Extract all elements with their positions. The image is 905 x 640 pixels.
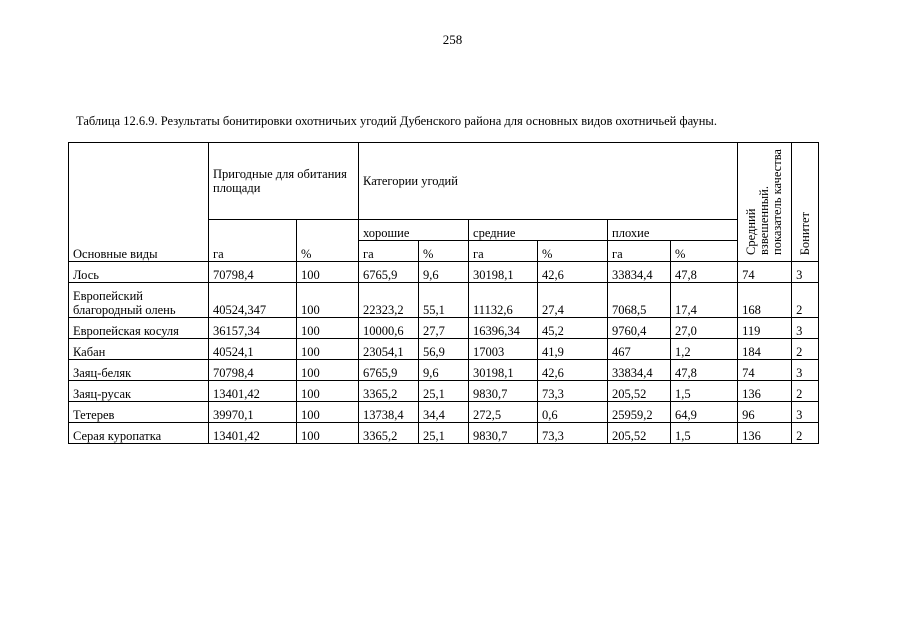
cell-bonitet: 3 [792,402,819,423]
cell-bad-pct: 1,5 [671,423,738,444]
header-quality [738,143,792,262]
header-species: Основные виды [69,143,209,262]
cell-area-pct: 100 [297,381,359,402]
cell-area-pct: 100 [297,402,359,423]
cell-species: Лось [69,262,209,283]
cell-area-pct: 100 [297,423,359,444]
cell-bad-pct: 1,2 [671,339,738,360]
cell-quality: 74 [738,360,792,381]
cell-medium-pct: 73,3 [538,423,608,444]
cell-bonitet: 3 [792,318,819,339]
cell-medium-ha: 16396,34 [469,318,538,339]
cell-species: Европейская косуля [69,318,209,339]
cell-area-ha: 39970,1 [209,402,297,423]
header-medium-pct: % [538,241,608,262]
cell-quality: 168 [738,283,792,318]
cell-bad-pct: 27,0 [671,318,738,339]
cell-medium-pct: 42,6 [538,262,608,283]
table-row [69,360,819,381]
cell-area-pct: 100 [297,339,359,360]
table-row [69,339,819,360]
header-quality-text: Средний взвешенный. показатель качества [744,149,785,255]
header-bad: плохие [608,220,738,241]
cell-area-ha: 70798,4 [209,262,297,283]
page-number: 258 [442,32,463,47]
cell-species: Тетерев [69,402,209,423]
cell-bad-pct: 47,8 [671,262,738,283]
cell-bonitet: 2 [792,381,819,402]
header-good-pct: % [419,241,469,262]
cell-medium-pct: 41,9 [538,339,608,360]
cell-medium-pct: 42,6 [538,360,608,381]
cell-good-ha: 10000,6 [359,318,419,339]
cell-bad-ha: 205,52 [608,381,671,402]
table-row [69,402,819,423]
cell-bad-ha: 25959,2 [608,402,671,423]
cell-bonitet: 2 [792,423,819,444]
cell-bad-pct: 17,4 [671,283,738,318]
cell-medium-ha: 9830,7 [469,381,538,402]
cell-good-ha: 13738,4 [359,402,419,423]
cell-species: Европейский благородный олень [69,283,209,318]
cell-good-pct: 9,6 [419,262,469,283]
header-area-ha: га [209,220,297,262]
cell-species: Кабан [69,339,209,360]
header-suitable-area: Пригодные для обитания площади [209,143,359,220]
cell-good-ha: 3365,2 [359,381,419,402]
cell-bad-ha: 467 [608,339,671,360]
cell-area-ha: 40524,347 [209,283,297,318]
cell-quality: 136 [738,381,792,402]
cell-quality: 96 [738,402,792,423]
cell-bonitet: 3 [792,360,819,381]
cell-quality: 74 [738,262,792,283]
cell-species: Заяц-беляк [69,360,209,381]
cell-area-ha: 13401,42 [209,381,297,402]
cell-good-pct: 55,1 [419,283,469,318]
table-row [69,381,819,402]
cell-bonitet: 2 [792,339,819,360]
cell-bad-pct: 1,5 [671,381,738,402]
cell-medium-ha: 11132,6 [469,283,538,318]
cell-area-pct: 100 [297,283,359,318]
cell-area-pct: 100 [297,318,359,339]
cell-bad-pct: 64,9 [671,402,738,423]
cell-medium-pct: 73,3 [538,381,608,402]
cell-good-ha: 6765,9 [359,360,419,381]
cell-good-pct: 56,9 [419,339,469,360]
cell-quality: 184 [738,339,792,360]
header-categories: Категории угодий [359,143,738,220]
cell-bad-ha: 205,52 [608,423,671,444]
cell-area-pct: 100 [297,360,359,381]
cell-bonitet: 2 [792,283,819,318]
cell-area-ha: 36157,34 [209,318,297,339]
cell-bad-ha: 7068,5 [608,283,671,318]
cell-medium-ha: 30198,1 [469,262,538,283]
cell-bonitet: 3 [792,262,819,283]
cell-good-ha: 23054,1 [359,339,419,360]
cell-good-pct: 34,4 [419,402,469,423]
cell-area-pct: 100 [297,262,359,283]
table-row [69,318,819,339]
cell-good-pct: 27,7 [419,318,469,339]
cell-species: Заяц-русак [69,381,209,402]
cell-bad-ha: 33834,4 [608,262,671,283]
header-bonitet-text: Бонитет [797,211,812,255]
cell-good-ha: 6765,9 [359,262,419,283]
cell-species: Серая куропатка [69,423,209,444]
table-caption: Таблица 12.6.9. Результаты бонитировки охотничьих угодий Дубенского района для основных видов охотничьей фауны. [76,114,717,128]
cell-good-pct: 25,1 [419,423,469,444]
table-row [69,262,819,283]
cell-medium-pct: 0,6 [538,402,608,423]
table-row [69,283,819,318]
cell-medium-ha: 17003 [469,339,538,360]
cell-bad-pct: 47,8 [671,360,738,381]
cell-medium-ha: 9830,7 [469,423,538,444]
header-medium: средние [469,220,608,241]
header-medium-ha: га [469,241,538,262]
cell-area-ha: 13401,42 [209,423,297,444]
table-row [69,423,819,444]
header-good: хорошие [359,220,469,241]
header-bad-ha: га [608,241,671,262]
bonitet-table [68,142,819,444]
cell-good-pct: 9,6 [419,360,469,381]
header-bad-pct: % [671,241,738,262]
cell-medium-ha: 30198,1 [469,360,538,381]
cell-area-ha: 40524,1 [209,339,297,360]
cell-good-ha: 22323,2 [359,283,419,318]
header-bonitet [792,143,819,262]
cell-medium-pct: 27,4 [538,283,608,318]
cell-good-ha: 3365,2 [359,423,419,444]
cell-medium-ha: 272,5 [469,402,538,423]
cell-area-ha: 70798,4 [209,360,297,381]
cell-medium-pct: 45,2 [538,318,608,339]
cell-quality: 119 [738,318,792,339]
cell-quality: 136 [738,423,792,444]
cell-good-pct: 25,1 [419,381,469,402]
cell-bad-ha: 9760,4 [608,318,671,339]
header-good-ha: га [359,241,419,262]
header-area-pct: % [297,220,359,262]
cell-bad-ha: 33834,4 [608,360,671,381]
